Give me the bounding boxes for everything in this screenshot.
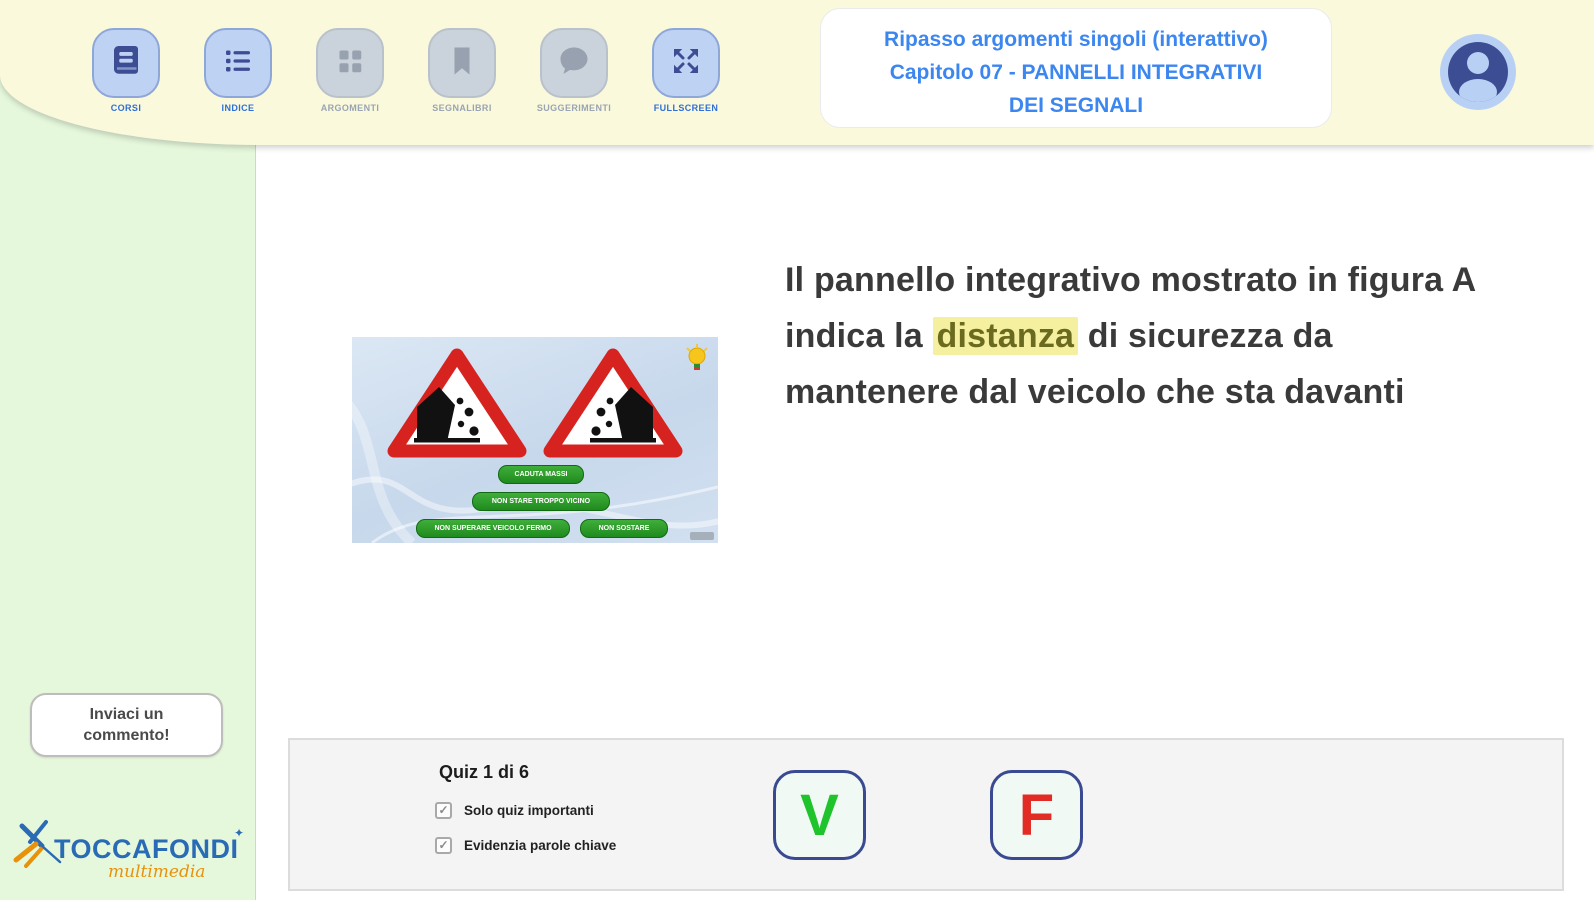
logo-subtitle: multimedia: [108, 862, 206, 882]
quiz-counter: Quiz 1 di 6: [439, 762, 530, 782]
option-label: Solo quiz importanti: [464, 803, 594, 818]
lightbulb-hint-icon[interactable]: [684, 343, 710, 380]
book-icon: [108, 43, 144, 84]
fullscreen-button[interactable]: [652, 28, 720, 98]
quiz-control-bar: [288, 738, 1564, 891]
question-text-after: di sicurezza da mantenere dal veicolo che sta davanti: [785, 317, 1405, 411]
list-icon: [220, 43, 256, 84]
falling-rocks-sign-left: [384, 345, 530, 468]
send-comment-button[interactable]: Inviaci un commento!: [30, 693, 223, 757]
segnalibri-button: [428, 28, 496, 98]
header-bar: [0, 0, 1594, 145]
logo-name: TOCCAFONDI: [54, 834, 239, 864]
bookmark-icon: [444, 43, 480, 84]
toolbar-item-suggerimenti: [538, 28, 610, 113]
course-mode-title: Ripasso argomenti singoli (interattivo): [884, 28, 1268, 51]
quiz-figure-image[interactable]: [352, 337, 718, 543]
toolbar-item-segnalibri: [426, 28, 498, 113]
option-label: Evidenzia parole chiave: [464, 838, 617, 853]
checkbox-solo-quiz-importanti[interactable]: ✓: [435, 802, 452, 819]
checkbox-evidenzia-parole-chiave[interactable]: ✓: [435, 837, 452, 854]
toccafondi-logo: [12, 800, 252, 890]
figure-pill-non-superare-veicolo-fermo[interactable]: NON SUPERARE VEICOLO FERMO: [416, 519, 570, 538]
grid-icon: [332, 43, 368, 84]
fullscreen-icon: [668, 43, 704, 84]
user-avatar-icon[interactable]: [1438, 32, 1518, 112]
suggerimenti-label: SUGGERIMENTI: [536, 103, 612, 113]
suggerimenti-button: [540, 28, 608, 98]
chapter-title-line2: DEI SEGNALI: [1008, 94, 1144, 117]
toolbar-item-argomenti: [314, 28, 386, 113]
fullscreen-label: FULLSCREEN: [653, 103, 719, 113]
comment-icon: [556, 43, 592, 84]
chapter-title-line: Capitolo 07 - PANNELLI INTEGRATIVI: [889, 61, 1263, 84]
answer-true-button[interactable]: V: [773, 770, 866, 860]
figure-pill-non-sostare[interactable]: NON SOSTARE: [580, 519, 668, 538]
corsi-label: CORSI: [110, 103, 142, 113]
toolbar-item-fullscreen[interactable]: [650, 28, 722, 113]
toolbar-item-indice[interactable]: [202, 28, 274, 113]
argomenti-button: [316, 28, 384, 98]
answer-false-button[interactable]: F: [990, 770, 1083, 860]
option-solo-quiz-importanti[interactable]: [435, 802, 594, 819]
figure-watermark: [690, 532, 714, 540]
option-evidenzia-parole-chiave[interactable]: [435, 837, 616, 854]
question-text: [785, 252, 1485, 420]
figure-pill-non-stare-troppo-vicino[interactable]: NON STARE TROPPO VICINO: [472, 492, 610, 511]
chapter-title-card: [820, 8, 1332, 128]
argomenti-label: ARGOMENTI: [320, 103, 380, 113]
indice-label: INDICE: [221, 103, 255, 113]
indice-button[interactable]: [204, 28, 272, 98]
falling-rocks-sign-right: [540, 345, 686, 468]
corsi-button[interactable]: [92, 28, 160, 98]
question-keyword-highlight: distanza: [933, 317, 1079, 355]
toolbar: [90, 28, 722, 113]
question-text-before: Il pannello integrativo mostrato in figura A indica la: [785, 261, 1476, 355]
figure-pill-caduta-massi[interactable]: CADUTA MASSI: [498, 465, 584, 484]
segnalibri-label: SEGNALIBRI: [432, 103, 492, 113]
logo-star-mark: ✦: [234, 826, 245, 840]
toolbar-item-corsi[interactable]: [90, 28, 162, 113]
